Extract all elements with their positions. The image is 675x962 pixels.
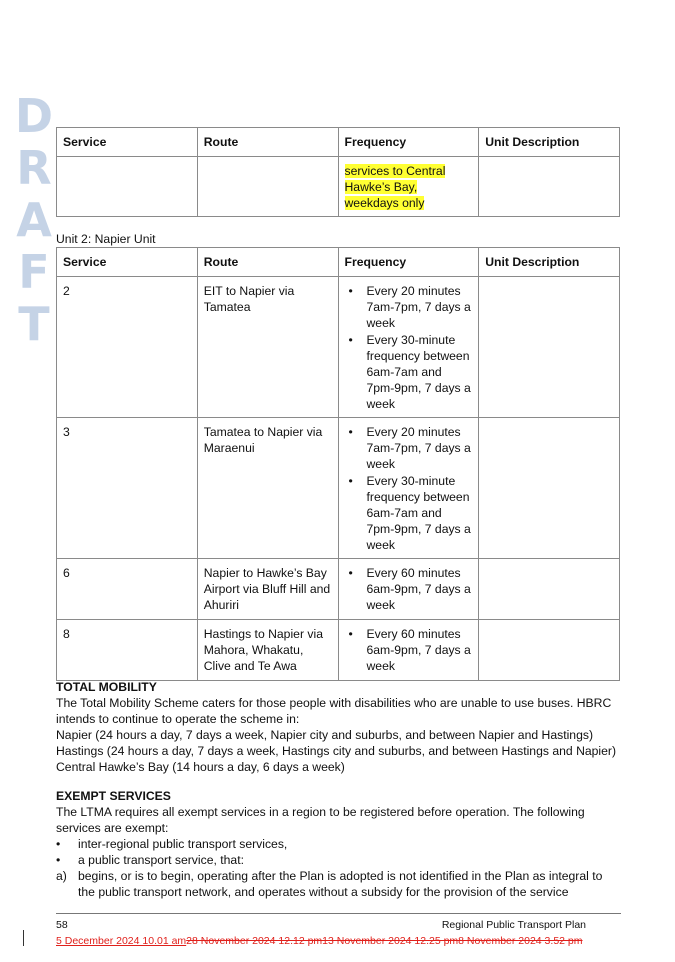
- cell-unit: [479, 418, 620, 559]
- paragraph: The Total Mobility Scheme caters for those people with disabilities who are unable to use buses. HBRC intends to continue to operate the scheme in:: [56, 696, 612, 726]
- list-marker: a): [56, 869, 67, 883]
- watermark-letter: F: [18, 245, 50, 299]
- bullet-text: begins, or is to begin, operating after the Plan is adopted is not identified in the Plan as integral to the public transport network, and operates without a subsidy for the provision of the service: [78, 869, 603, 899]
- revision-date: [56, 935, 583, 947]
- table-row: [57, 277, 620, 418]
- exempt-services-section: [56, 788, 621, 900]
- cell-frequency: [338, 620, 479, 681]
- list-item: • Every 20 minutes 7am-7pm, 7 days a week: [345, 424, 473, 472]
- cell-frequency: [338, 559, 479, 620]
- watermark-letter: A: [16, 193, 52, 247]
- bullet-text: inter-regional public transport services,: [78, 837, 288, 851]
- cell-unit: [479, 277, 620, 418]
- napier-unit-table: [56, 247, 620, 681]
- table-header-row: [57, 128, 620, 157]
- revision-deleted: 28 November 2024 12.12 pm13 November 2024 12.25 pm8 November 2024 3.52 pm: [186, 935, 583, 947]
- bullet-icon: •: [56, 853, 61, 867]
- cell-unit: [479, 157, 620, 217]
- list-item: [56, 836, 621, 852]
- cell-service: 6: [57, 559, 198, 620]
- cell-service: [57, 157, 198, 217]
- cell-service: 2: [57, 277, 198, 418]
- header-service: Service: [57, 248, 198, 277]
- table-row: [57, 157, 620, 217]
- list-item: • Every 60 minutes 6am-9pm, 7 days a week: [345, 565, 473, 613]
- cell-route: Hastings to Napier via Mahora, Whakatu, Clive and Te Awa: [197, 620, 338, 681]
- document-title: Regional Public Transport Plan: [441, 919, 586, 931]
- bullet-text: a public transport service, that:: [78, 853, 244, 867]
- header-unit-description: Unit Description: [479, 128, 620, 157]
- header-frequency: Frequency: [338, 128, 479, 157]
- header-route: Route: [197, 248, 338, 277]
- change-bar: [23, 930, 24, 946]
- paragraph: Napier (24 hours a day, 7 days a week, Napier city and suburbs, and between Napier and Hastings): [56, 728, 593, 742]
- footer-divider: [56, 913, 621, 914]
- cell-service: 8: [57, 620, 198, 681]
- cell-unit: [479, 559, 620, 620]
- table-row: [57, 418, 620, 559]
- header-service: Service: [57, 128, 198, 157]
- cell-frequency: [338, 418, 479, 559]
- watermark-letter: T: [18, 297, 50, 351]
- header-route: Route: [197, 128, 338, 157]
- table-row: [57, 620, 620, 681]
- paragraph: The LTMA requires all exempt services in a region to be registered before operation. The following services are exempt:: [56, 805, 585, 835]
- unit-caption: Unit 2: Napier Unit: [56, 232, 156, 246]
- cell-route: Tamatea to Napier via Maraenui: [197, 418, 338, 559]
- page-number: 58: [56, 919, 68, 931]
- watermark-letter: D: [14, 89, 54, 143]
- highlighted-text: services to Central Hawke’s Bay, weekdays only: [344, 164, 446, 210]
- list-item: • Every 30-minute frequency between 6am-7am and 7pm-9pm, 7 days a week: [345, 332, 473, 412]
- cell-frequency: [338, 157, 479, 217]
- cell-route: [197, 157, 338, 217]
- section-heading: EXEMPT SERVICES: [56, 789, 171, 803]
- header-frequency: Frequency: [338, 248, 479, 277]
- list-item: [56, 868, 621, 900]
- cell-route: Napier to Hawke’s Bay Airport via Bluff Hill and Ahuriri: [197, 559, 338, 620]
- watermark-letter: R: [16, 141, 52, 195]
- paragraph: Hastings (24 hours a day, 7 days a week, Hastings city and suburbs, and between Hastings and Napier): [56, 744, 617, 758]
- table-header-row: [57, 248, 620, 277]
- table-row: [57, 559, 620, 620]
- bullet-icon: •: [56, 837, 61, 851]
- draft-watermark: [12, 90, 56, 350]
- cell-unit: [479, 620, 620, 681]
- list-item: • Every 20 minutes 7am-7pm, 7 days a week: [345, 283, 473, 331]
- cell-route: EIT to Napier via Tamatea: [197, 277, 338, 418]
- services-table-continued: [56, 127, 620, 217]
- list-item: • Every 60 minutes 6am-9pm, 7 days a week: [345, 626, 473, 674]
- list-item: • Every 30-minute frequency between 6am-7am and 7pm-9pm, 7 days a week: [345, 473, 473, 553]
- revision-inserted: 5 December 2024 10.01 am: [56, 935, 187, 947]
- header-unit-description: Unit Description: [479, 248, 620, 277]
- paragraph: Central Hawke’s Bay (14 hours a day, 6 days a week): [56, 760, 345, 774]
- cell-service: 3: [57, 418, 198, 559]
- total-mobility-section: [56, 679, 621, 775]
- section-heading: TOTAL MOBILITY: [56, 680, 157, 694]
- list-item: [56, 852, 621, 868]
- cell-frequency: [338, 277, 479, 418]
